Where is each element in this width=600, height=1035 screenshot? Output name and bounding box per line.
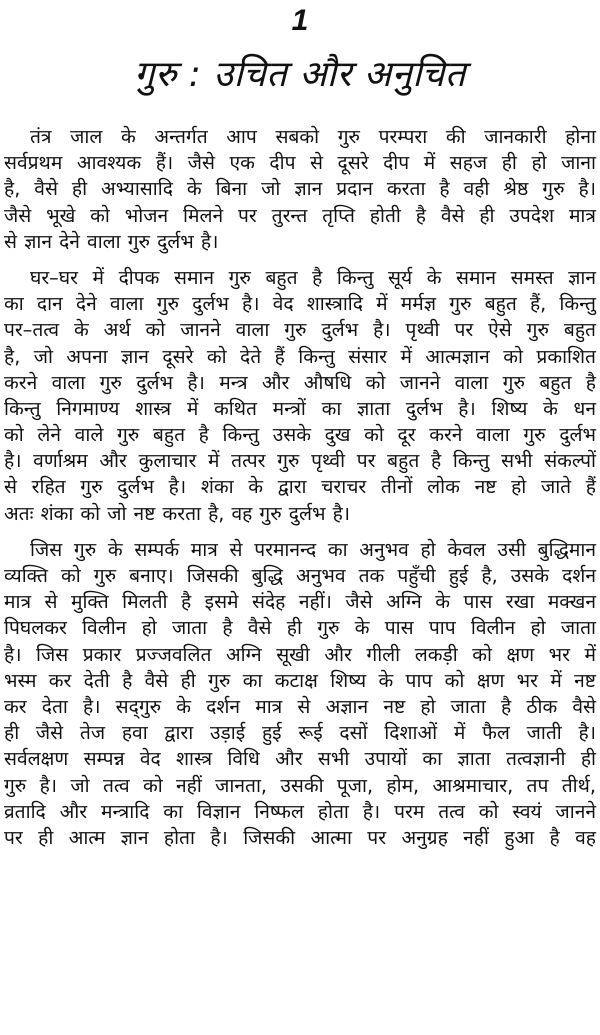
text-line: गुरु है। जो तत्व को नहीं जानता, उसकी पूजा, होम, आश्रमाचार, तप तीर्थ, [4,773,596,797]
text-line: से रहित गुरु दुर्लभ है। शंका के द्वारा चराचर तीनों लोक नष्ट हो जाते हैं [4,475,596,499]
text-line: घर–घर में दीपक समान गुरु बहुत है किन्तु सूर्य के समान समस्त ज्ञान [30,265,596,289]
text-line: है, जो अपना ज्ञान दूसरे को देते हैं किन्तु संसार में आत्मज्ञान को प्रकाशित [4,344,596,368]
text-line: तंत्र जाल के अन्तर्गत आप सबको गुरु परम्परा की जानकारी होना [30,125,596,148]
text-line: है। वर्णाश्रम और कुलाचार में तत्पर गुरु पृथ्वी पर बहुत है किन्तु सभी संकल्पों [4,449,596,473]
text-line: किन्तु निगमाण्य शास्त्र में कथित मन्त्रों का ज्ञाता दुर्लभ है। शिष्य के धन [4,396,596,420]
chapter-number: 1 [291,4,309,37]
text-line: व्रतादि और मन्त्रादि का विज्ञान निष्फल होता है। परम तत्व को स्वयं जानने [4,799,596,823]
text-line: पर ही आत्म ज्ञान होता है। जिसकी आत्मा पर अनुग्रह नहीं हुआ है वह [4,825,596,849]
text-line: व्यक्ति को गुरु बनाए। जिसकी बुद्धि अनुभव तक पहुँची हुई है, उसके दर्शन [4,564,596,587]
text-line: कर देता है। सद्‌गुरु के दर्शन मात्र से अज्ञान नष्ट हो जाता है ठीक वैसे [4,694,596,718]
text-line: है, वैसे ही अभ्यासादि के बिना जो ज्ञान प्रदान करता है वही श्रेष्ठ गुरु है। [4,177,596,201]
text-line: सर्वलक्षण सम्पन्न वेद शास्त्र विधि और सभी उपायों का ज्ञाता तत्वज्ञानी ही [4,747,596,771]
paragraph-3 [4,537,596,851]
text-line: को लेने वाले गुरु बहुत है किन्तु उसके दुख को दूर करने वाला गुरु दुर्लभ [4,423,596,447]
text-line: पिघलकर विलीन हो जाता है वैसे ही गुरु के पास पाप विलीन हो जाता [4,616,596,640]
text-line: मात्र से मुक्ति मिलती है इसमे संदेह नहीं। जैसे अग्नि के पास रखा मक्खन [4,590,596,614]
text-line: सर्वप्रथम आवश्यक हैं। जैसे एक दीप से दूसरे दीप में सहज ही हो जाना [4,151,596,175]
paragraph-1 [4,124,596,255]
text-line: जैसे भूखे को भोजन मिलने पर तुरन्त तृप्ति होती है वैसे ही उपदेश मात्र [4,203,596,227]
text-line: पर–तत्व के अर्थ को जानने वाला गुरु दुर्लभ है। पृथ्वी पर ऐसे गुरु बहुत [4,318,596,342]
text-line: करने वाला गुरु दुर्लभ है। मन्त्र और औषधि को जानने वाला गुरु बहुत है [4,370,596,394]
chapter-title: गुरु : उचित और अनुचित [134,54,466,95]
text-line: का दान देने वाला गुरु दुर्लभ है। वेद शास्त्रादि में मर्मज्ञ गुरु बहुत हैं, किन्तु [4,292,596,316]
text-line: ही जैसे तेज हवा द्वारा उड़ाई हुई रूई दसों दिशाओं में फैल जाती है। [4,721,596,745]
paragraph-2 [4,265,596,527]
text-line: है। जिस प्रकार प्रज्जवलित अग्नि सूखी और गीली लकड़ी को क्षण भर में [4,642,596,666]
text-line: से ज्ञान देने वाला गुरु दुर्लभ है। [4,229,219,253]
text-line: अतः शंका को जो नष्ट करता है, वह गुरु दुर्लभ है। [4,501,351,525]
text-line: भस्म कर देती है वैसे ही गुरु का कटाक्ष शिष्य के पाप को क्षण भर में नष्ट [4,668,596,692]
body-text [4,124,596,861]
text-line: जिस गुरु के सम्पर्क मात्र से परमानन्द का अनुभव हो केवल उसी बुद्धिमान [30,537,596,561]
